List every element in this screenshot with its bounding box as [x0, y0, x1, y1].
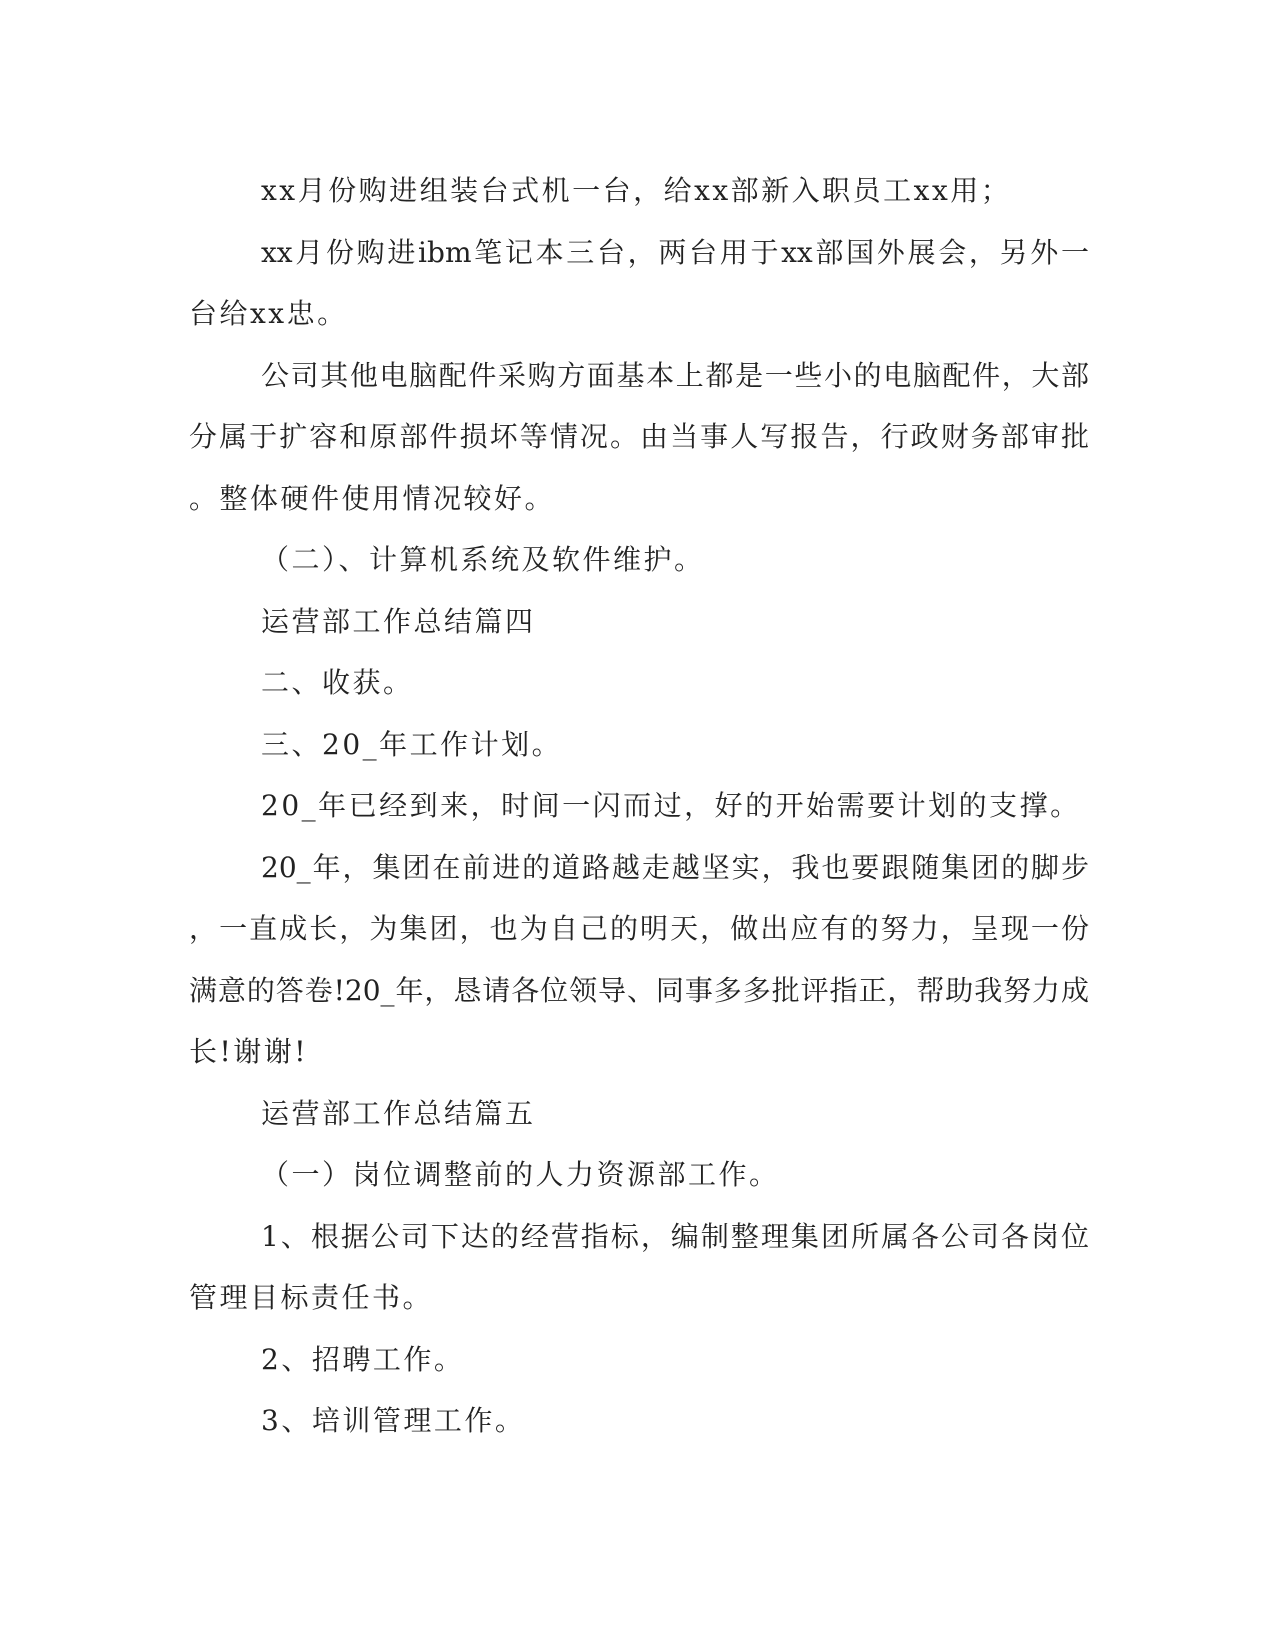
section-heading: （二）、计算机系统及软件维护。	[261, 543, 705, 576]
paragraph-line: 长!谢谢!	[189, 1035, 309, 1068]
paragraph-line: 台给xx忠。	[189, 297, 348, 330]
document-body	[189, 160, 1089, 1452]
paragraph-line: xx月份购进ibm笔记本三台，两台用于xx部国外展会，另外一	[261, 235, 1089, 269]
section-heading: 运营部工作总结篇五	[261, 1096, 536, 1130]
paragraph-line: 1、根据公司下达的经营指标，编制整理集团所属各公司各岗位	[261, 1219, 1089, 1253]
section-heading: 二、收获。	[261, 666, 414, 699]
paragraph-line: 。整体硬件使用情况较好。	[189, 481, 556, 515]
section-heading: 运营部工作总结篇四	[261, 604, 536, 638]
paragraph-line: 公司其他电脑配件采购方面基本上都是一些小的电脑配件，大部	[261, 358, 1089, 392]
list-item: 2、招聘工作。	[261, 1342, 465, 1376]
paragraph-line: 20_年已经到来，时间一闪而过，好的开始需要计划的支撑。	[261, 789, 1081, 822]
paragraph-line: 满意的答卷!20_年，恳请各位领导、同事多多批评指正，帮助我努力成	[189, 973, 1089, 1007]
paragraph-line: 管理目标责任书。	[189, 1281, 434, 1314]
paragraph-line: 分属于扩容和原部件损坏等情况。由当事人写报告，行政财务部审批	[189, 420, 1089, 453]
paragraph-line: xx月份购进组装台式机一台，给xx部新入职员工xx用；	[261, 174, 1012, 207]
section-heading: （一）岗位调整前的人力资源部工作。	[261, 1158, 780, 1191]
section-heading: 三、20_年工作计划。	[261, 727, 563, 761]
paragraph-line: 20_年，集团在前进的道路越走越坚实，我也要跟随集团的脚步	[261, 850, 1089, 884]
list-item: 3、培训管理工作。	[261, 1404, 526, 1437]
paragraph-line: ，一直成长，为集团，也为自己的明天，做出应有的努力，呈现一份	[189, 912, 1089, 945]
